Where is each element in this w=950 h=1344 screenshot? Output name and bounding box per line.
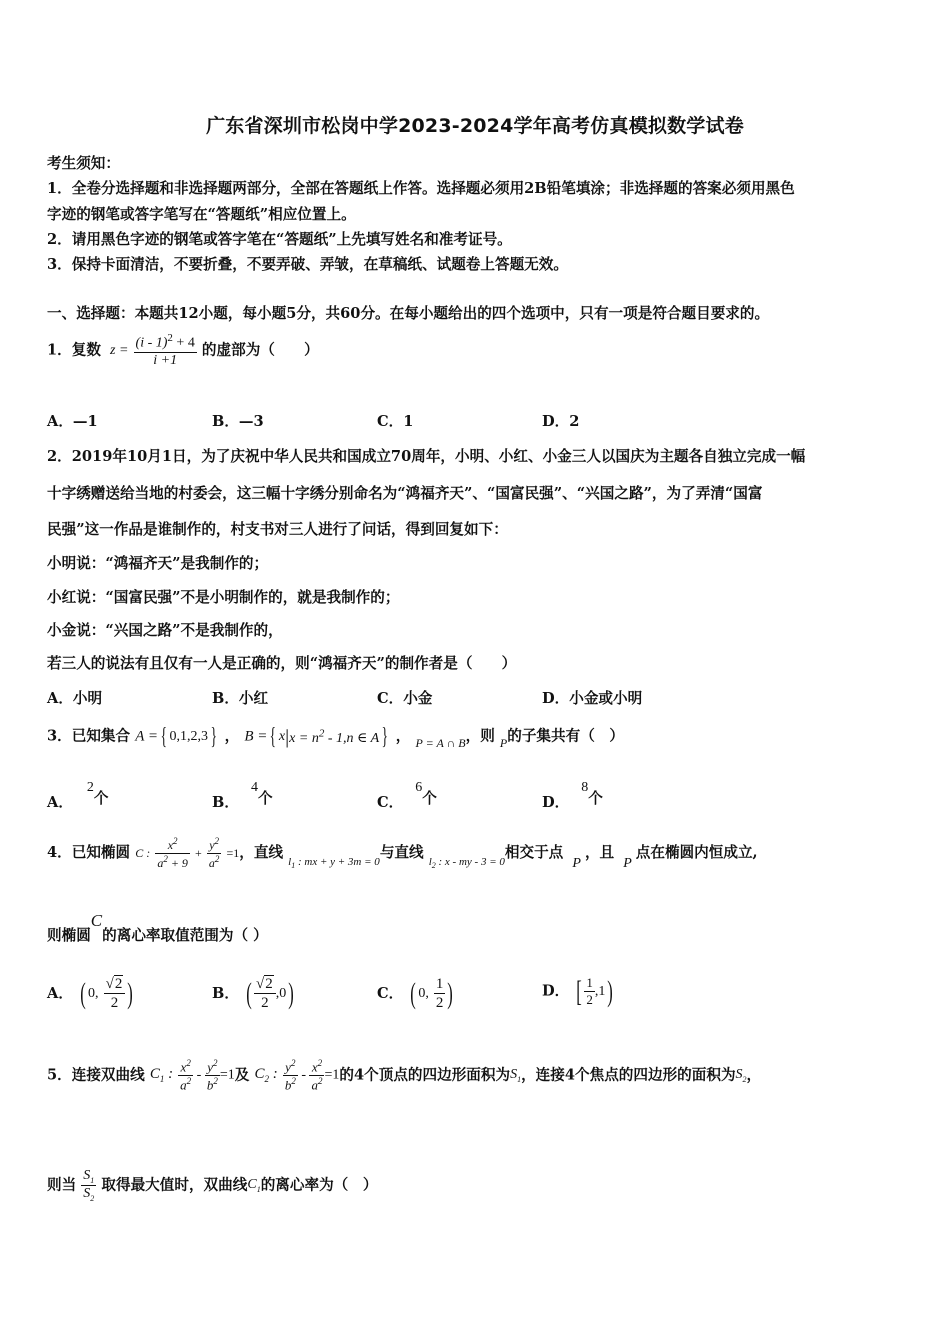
q3-p-def: P = A ∩ B bbox=[415, 736, 466, 750]
q4-option-d: D． [ $\frac{1}{2}$ ,1) bbox=[542, 974, 614, 1008]
question-4: 4．已知椭圆 C : $\frac{x^2}{a^2 + 9}$ + $\frac{y^2}{a^2}$ =1，直线 $_{l_1 : mx + y + 3m = 0}$与直线 $_{l_2 : x - my - 3 = 0}$相交于点 P，且 P点在椭圆内恒成立, bbox=[47, 836, 758, 872]
q3-option-a: A．2个 bbox=[47, 780, 109, 811]
q2-xiaohong: 小红说：“国富民强”不是小明制作的，就是我制作的； bbox=[47, 589, 400, 606]
q3-set-b-cond: $x = n^2 - 1,n$ ∈ A bbox=[289, 727, 380, 746]
q5-ratio: $\frac{S_1}{S_2}$ bbox=[83, 1168, 95, 1203]
q4-line-l1: l1 : mx + y + 3m = 0 bbox=[288, 856, 380, 871]
q2-line-3: 民强”这一作品是谁制作的，村支书对三人进行了问话，得到回复如下： bbox=[47, 521, 508, 538]
q2-line-2: 十字绣赠送给当地的村委会，这三幅十字绣分别命名为“鸿福齐天”、“国富民强”、“兴国之路”，为了弄清“国富 bbox=[47, 485, 763, 502]
q3-option-c: C．6个 bbox=[377, 780, 437, 811]
q5-c1-y-fraction: $\frac{y^2}{b^2}$ bbox=[206, 1058, 218, 1093]
q3-option-d: D．8个 bbox=[542, 780, 603, 811]
q1-suffix: 的虚部为（ ） bbox=[201, 341, 319, 359]
notice-line-1b: 字迹的钢笔或答字笔写在“答题纸”相应位置上。 bbox=[47, 206, 356, 223]
q1-numerator: (i - 1)$^2$ + 4 bbox=[134, 332, 197, 353]
q3-prefix: 3．已知集合 bbox=[47, 727, 131, 745]
q4-line-2: 则椭圆C的离心率取值范围为（ ） bbox=[47, 911, 268, 944]
q1-prefix: 1．复数 bbox=[47, 341, 101, 359]
q4-option-b: B． ( $\frac{√2}{2}$ ,0) bbox=[212, 976, 295, 1012]
q3-suffix: 的子集共有（ ） bbox=[507, 727, 624, 745]
q2-question: 若三人的说法有且仅有一人是正确的，则“鸿福齐天”的制作者是（ ） bbox=[47, 655, 517, 672]
q2-line-1: 2．2019年10月1日，为了庆祝中华人民共和国成立70周年，小明、小红、小金三人以国庆为主题各自独立完成一幅 bbox=[47, 448, 806, 465]
question-1 bbox=[47, 332, 319, 370]
q1-option-d: D．2 bbox=[542, 413, 580, 430]
q2-option-a: A．小明 bbox=[47, 690, 103, 707]
q4-x-fraction: $\frac{x^2}{a^2 + 9}$ bbox=[157, 836, 188, 870]
q2-option-d: D．小金或小明 bbox=[542, 690, 643, 707]
q3-set-b-name: B = bbox=[244, 728, 268, 745]
notice-line-2: 2．请用黑色字迹的钢笔或答字笔在“答题纸”上先填写姓名和准考证号。 bbox=[47, 231, 512, 248]
q3-set-a: 0,1,2,3 bbox=[169, 729, 209, 744]
q2-option-c: C．小金 bbox=[377, 690, 433, 707]
q5-c1-x-fraction: $\frac{x^2}{a^2}$ bbox=[180, 1058, 192, 1093]
q5-c2-x-fraction: $\frac{x^2}{a^2}$ bbox=[311, 1058, 323, 1093]
q5-line-2: 则当 $\frac{S_1}{S_2}$ 取得最大值时，双曲线$C_1$的离心率为（ ） bbox=[47, 1168, 378, 1203]
notice-heading: 考生须知： bbox=[47, 155, 120, 172]
q1-option-c: C．1 bbox=[377, 413, 414, 430]
q1-denominator: i +1 bbox=[153, 352, 178, 368]
question-5: 5．连接双曲线 $C_1$ : $\frac{x^2}{a^2}$ - $\frac{y^2}{b^2}$ =1及 $C_2$ : $\frac{y^2}{b^2}$ - $\frac{x^2}{a^2}$ =1的4个顶点的四边形面积为$S_1$，连接4个焦点的四边形的面积为$S_2$， bbox=[47, 1058, 762, 1093]
q4-y-fraction: $\frac{y^2}{a^2}$ bbox=[208, 836, 220, 870]
q2-option-b: B．小红 bbox=[212, 690, 269, 707]
q4-option-c: C． ( 0, $\frac{1}{2}$ ) bbox=[377, 976, 454, 1012]
notice-line-1: 1．全卷分选择题和非选择题两部分，全部在答题纸上作答。选择题必须用2B铅笔填涂；非选择题的答案必须用黑色 bbox=[47, 180, 795, 197]
q1-option-a: A．—1 bbox=[47, 413, 98, 430]
q1-var: z = bbox=[110, 342, 129, 358]
notice-line-3: 3．保持卡面清洁，不要折叠，不要弄破、弄皱，在草稿纸、试题卷上答题无效。 bbox=[47, 256, 568, 273]
q1-fraction bbox=[134, 332, 197, 370]
q5-c2-y-fraction: $\frac{y^2}{b^2}$ bbox=[284, 1058, 296, 1093]
q3-set-a-name: A = bbox=[135, 728, 158, 745]
q1-option-b: B．—3 bbox=[212, 413, 264, 430]
q2-xiaoming: 小明说：“鸿福齐天”是我制作的； bbox=[47, 555, 269, 572]
q3-option-b: B．4个 bbox=[212, 780, 273, 811]
q4-option-a: A． ( 0, $\frac{√2}{2}$ ) bbox=[47, 976, 134, 1012]
section-heading: 一、选择题：本题共12小题，每小题5分，共60分。在每小题给出的四个选项中，只有一项是符合题目要求的。 bbox=[47, 305, 770, 322]
question-3: 3．已知集合 A = { 0,1,2,3 } ， B = { $x|x = n^2 - 1,n$ ∈ A } ， $_{P = A \cap B}$，则 $_P$的子集共有（ ） bbox=[47, 724, 624, 750]
page-title: 广东省深圳市松岗中学2023-2024学年高考仿真模拟数学试卷 bbox=[206, 115, 744, 137]
q4-line-l2: l2 : x - my - 3 = 0 bbox=[428, 856, 505, 871]
q2-xiaojin: 小金说：“兴国之路”不是我制作的， bbox=[47, 622, 283, 639]
